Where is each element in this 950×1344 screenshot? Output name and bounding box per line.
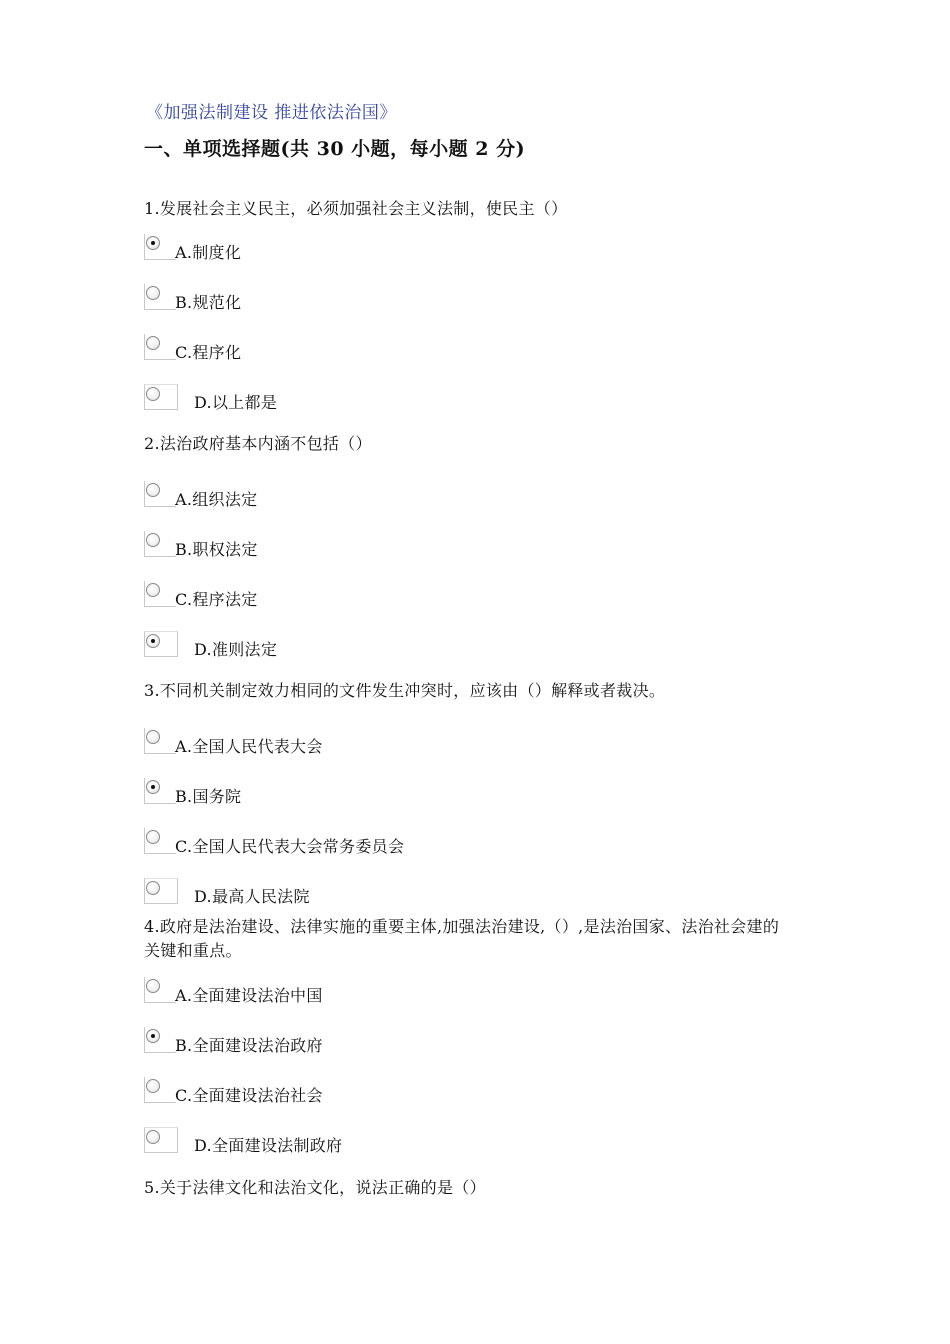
radio-button-frame [144, 1077, 176, 1103]
radio-button-icon[interactable] [146, 286, 160, 300]
radio-button-frame [144, 334, 176, 360]
option-label: D.全面建设法制政府 [194, 1136, 343, 1155]
radio-button-icon[interactable] [146, 830, 160, 844]
radio-button-icon[interactable] [146, 1079, 160, 1093]
radio-selected-dot-icon [151, 1034, 155, 1038]
question-4-option-b[interactable] [144, 1027, 544, 1057]
radio-button-frame [144, 581, 176, 607]
option-label: B.规范化 [175, 293, 242, 312]
radio-button-icon[interactable] [146, 881, 160, 895]
question-3-text: 3.不同机关制定效力相同的文件发生冲突时，应该由（）解释或者裁决。 [144, 681, 666, 700]
question-4-option-a[interactable] [144, 977, 544, 1007]
option-label: C.全国人民代表大会常务委员会 [175, 837, 405, 856]
radio-button-icon[interactable] [146, 387, 160, 401]
radio-button-frame [144, 977, 176, 1003]
question-2-option-d[interactable] [144, 631, 544, 661]
radio-button-frame [144, 878, 178, 904]
radio-button-frame [144, 631, 178, 657]
question-1-option-b[interactable] [144, 284, 544, 314]
question-2-option-a[interactable] [144, 481, 544, 511]
radio-selected-dot-icon [151, 785, 155, 789]
question-1-option-a[interactable] [144, 234, 544, 264]
question-3-option-b[interactable] [144, 778, 544, 808]
document-title: 《加强法制建设 推进依法治国》 [146, 103, 397, 123]
question-2-text: 2.法治政府基本内涵不包括（） [144, 434, 372, 453]
question-4-option-d[interactable] [144, 1127, 544, 1157]
option-label: A.全面建设法治中国 [175, 986, 323, 1005]
question-1-text: 1.发展社会主义民主，必须加强社会主义法制，使民主（） [144, 199, 568, 218]
radio-button-icon[interactable] [146, 634, 160, 648]
question-5-text: 5.关于法律文化和法治文化，说法正确的是（） [144, 1178, 486, 1197]
radio-button-frame [144, 828, 176, 854]
option-label: B.国务院 [175, 787, 242, 806]
question-3-option-c[interactable] [144, 828, 544, 858]
option-label: A.制度化 [175, 243, 242, 262]
question-1-option-d[interactable] [144, 384, 544, 414]
radio-button-frame [144, 1127, 178, 1153]
option-label: C.程序法定 [175, 590, 258, 609]
option-label: D.以上都是 [194, 393, 278, 412]
radio-button-icon[interactable] [146, 336, 160, 350]
radio-button-icon[interactable] [146, 483, 160, 497]
option-label: A.组织法定 [175, 490, 258, 509]
option-label: C.全面建设法治社会 [175, 1086, 323, 1105]
question-4-option-c[interactable] [144, 1077, 544, 1107]
question-4-text: 4.政府是法治建设、法律实施的重要主体,加强法治建设,（）,是法治国家、法治社会建的关键和重点。 [144, 917, 780, 960]
radio-button-frame [144, 728, 176, 754]
radio-button-frame [144, 284, 176, 310]
radio-button-icon[interactable] [146, 780, 160, 794]
radio-selected-dot-icon [151, 639, 155, 643]
question-3-option-a[interactable] [144, 728, 544, 758]
option-label: D.准则法定 [194, 640, 278, 659]
option-label: A.全国人民代表大会 [175, 737, 323, 756]
radio-button-icon[interactable] [146, 583, 160, 597]
radio-button-frame [144, 384, 178, 410]
question-2-option-b[interactable] [144, 531, 544, 561]
radio-button-icon[interactable] [146, 730, 160, 744]
radio-button-icon[interactable] [146, 236, 160, 250]
radio-button-icon[interactable] [146, 1130, 160, 1144]
radio-button-frame [144, 234, 176, 260]
radio-selected-dot-icon [151, 241, 155, 245]
radio-button-icon[interactable] [146, 979, 160, 993]
option-label: C.程序化 [175, 343, 242, 362]
option-label: B.全面建设法治政府 [175, 1036, 323, 1055]
question-2-option-c[interactable] [144, 581, 544, 611]
question-1-option-c[interactable] [144, 334, 544, 364]
radio-button-frame [144, 1027, 176, 1053]
radio-button-frame [144, 778, 176, 804]
option-label: B.职权法定 [175, 540, 258, 559]
radio-button-icon[interactable] [146, 1029, 160, 1043]
section-heading: 一、单项选择题(共 30 小题，每小题 2 分) [144, 138, 526, 160]
option-label: D.最高人民法院 [194, 887, 310, 906]
radio-button-icon[interactable] [146, 533, 160, 547]
radio-button-frame [144, 531, 176, 557]
question-3-option-d[interactable] [144, 878, 544, 908]
radio-button-frame [144, 481, 176, 507]
